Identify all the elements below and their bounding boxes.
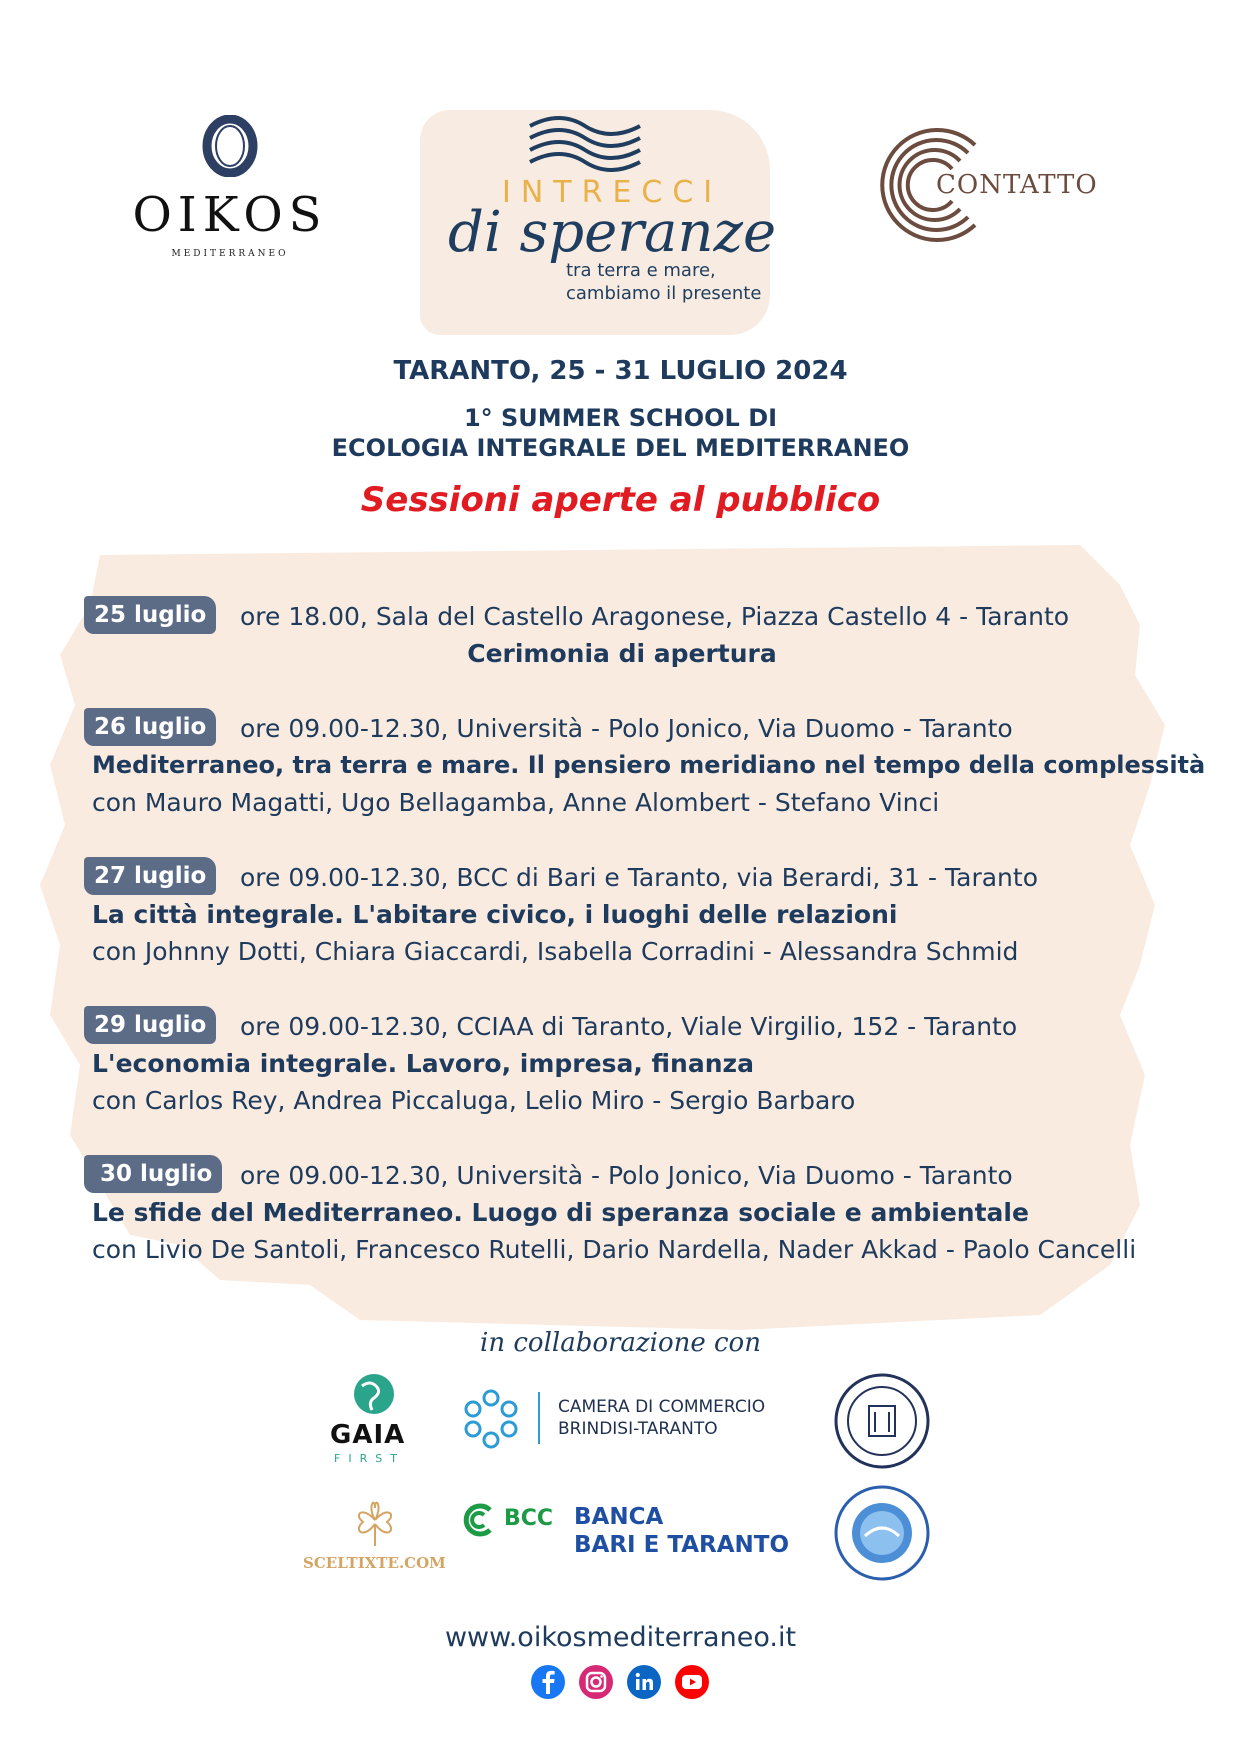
linkedin-icon[interactable] (626, 1664, 662, 1700)
university-seal-icon (833, 1372, 931, 1470)
oikos-logo (120, 115, 340, 259)
bcc-logo (462, 1500, 802, 1566)
clover-heart-icon (345, 1492, 405, 1550)
facebook-icon[interactable] (530, 1664, 566, 1700)
website-link[interactable]: www.oikosmediterraneo.it (444, 1622, 797, 1653)
divider (538, 1392, 540, 1444)
session-speakers: con Carlos Rey, Andrea Piccaluga, Lelio Miro - Sergio Barbaro (92, 1086, 856, 1115)
intrecci-script: di speranze (448, 200, 777, 265)
school-title-line-2: ECOLOGIA INTEGRALE DEL MEDITERRANEO (331, 434, 910, 462)
date-tag: 25 luglio (84, 596, 216, 634)
bcc-icon (462, 1502, 498, 1538)
school-title-line-1: 1° SUMMER SCHOOL DI (463, 404, 778, 432)
session-speakers: con Johnny Dotti, Chiara Giaccardi, Isabella Corradini - Alessandra Schmid (92, 937, 1019, 966)
globe-icon (352, 1372, 396, 1416)
bcc-line-2: BARI E TARANTO (574, 1532, 790, 1558)
session-title: L'economia integrale. Lavoro, impresa, finanza (92, 1049, 754, 1078)
youtube-icon[interactable] (674, 1664, 710, 1700)
session-4 (92, 1008, 1192, 1119)
session-details: ore 18.00, Sala del Castello Aragonese, Piazza Castello 4 - Taranto (240, 602, 1070, 631)
session-details: ore 09.00-12.30, Università - Polo Jonico, Via Duomo - Taranto (240, 1161, 1013, 1190)
camera-line-1: CAMERA DI COMMERCIO (558, 1397, 766, 1417)
session-3 (92, 859, 1192, 970)
oikos-mark-icon (202, 115, 258, 177)
session-title: Cerimonia di apertura (467, 639, 777, 668)
session-title: La città integrale. L'abitare civico, i luoghi delle relazioni (92, 900, 898, 929)
gaia-name: GAIA (330, 1420, 406, 1450)
contatto-name: CONTATTO (936, 170, 1098, 200)
copied-seal-icon (833, 1484, 931, 1582)
session-details: ore 09.00-12.30, BCC di Bari e Taranto, via Berardi, 31 - Taranto (240, 863, 1038, 892)
collaboration-heading: in collaborazione con (480, 1328, 761, 1358)
session-title: Mediterraneo, tra terra e mare. Il pensiero meridiano nel tempo della complessità (92, 751, 1206, 779)
camera-line-2: BRINDISI-TARANTO (558, 1419, 718, 1439)
sceltixte-logo (295, 1492, 455, 1576)
session-1 (92, 598, 1192, 672)
session-speakers: con Livio De Santoli, Francesco Rutelli, Dario Nardella, Nader Akkad - Paolo Cancelli (92, 1235, 1137, 1264)
session-details: ore 09.00-12.30, CCIAA di Taranto, Viale Virgilio, 152 - Taranto (240, 1012, 1018, 1041)
social-icons (530, 1664, 715, 1702)
place-date: TARANTO, 25 - 31 LUGLIO 2024 (393, 356, 848, 386)
date-tag: 27 luglio (84, 857, 216, 895)
session-speakers: con Mauro Magatti, Ugo Bellagamba, Anne Alombert - Stefano Vinci (92, 788, 940, 817)
intrecci-tagline-2: cambiamo il presente (566, 283, 762, 304)
date-tag: 29 luglio (84, 1006, 216, 1044)
session-details: ore 09.00-12.30, Università - Polo Jonico, Via Duomo - Taranto (240, 714, 1013, 743)
sceltixte-name: SCELTIXTE.COM (303, 1554, 446, 1572)
camera-commercio-logo (460, 1388, 800, 1452)
waves-icon (525, 112, 645, 172)
date-tag: 30 luglio (84, 1155, 222, 1193)
session-title: Le sfide del Mediterraneo. Luogo di speranza sociale e ambientale (92, 1198, 1029, 1227)
bcc-short: BCC (504, 1506, 554, 1531)
intrecci-tagline-1: tra terra e mare, (566, 260, 716, 281)
session-5 (92, 1157, 1192, 1268)
session-2 (92, 710, 1206, 821)
camera-commercio-icon (460, 1388, 522, 1450)
oikos-name: OIKOS (132, 187, 328, 243)
gaia-sub: FIRST (334, 1452, 405, 1465)
intrecci-word: INTRECCI (502, 175, 723, 210)
date-tag: 26 luglio (84, 708, 216, 746)
contatto-logo (880, 125, 1110, 245)
instagram-icon[interactable] (578, 1664, 614, 1700)
gaia-first-logo (322, 1372, 422, 1464)
bcc-line-1: BANCA (574, 1504, 664, 1530)
oikos-subtitle: MEDITERRANEO (171, 249, 289, 259)
sessions-heading: Sessioni aperte al pubblico (360, 480, 881, 520)
intrecci-logo (420, 100, 780, 340)
